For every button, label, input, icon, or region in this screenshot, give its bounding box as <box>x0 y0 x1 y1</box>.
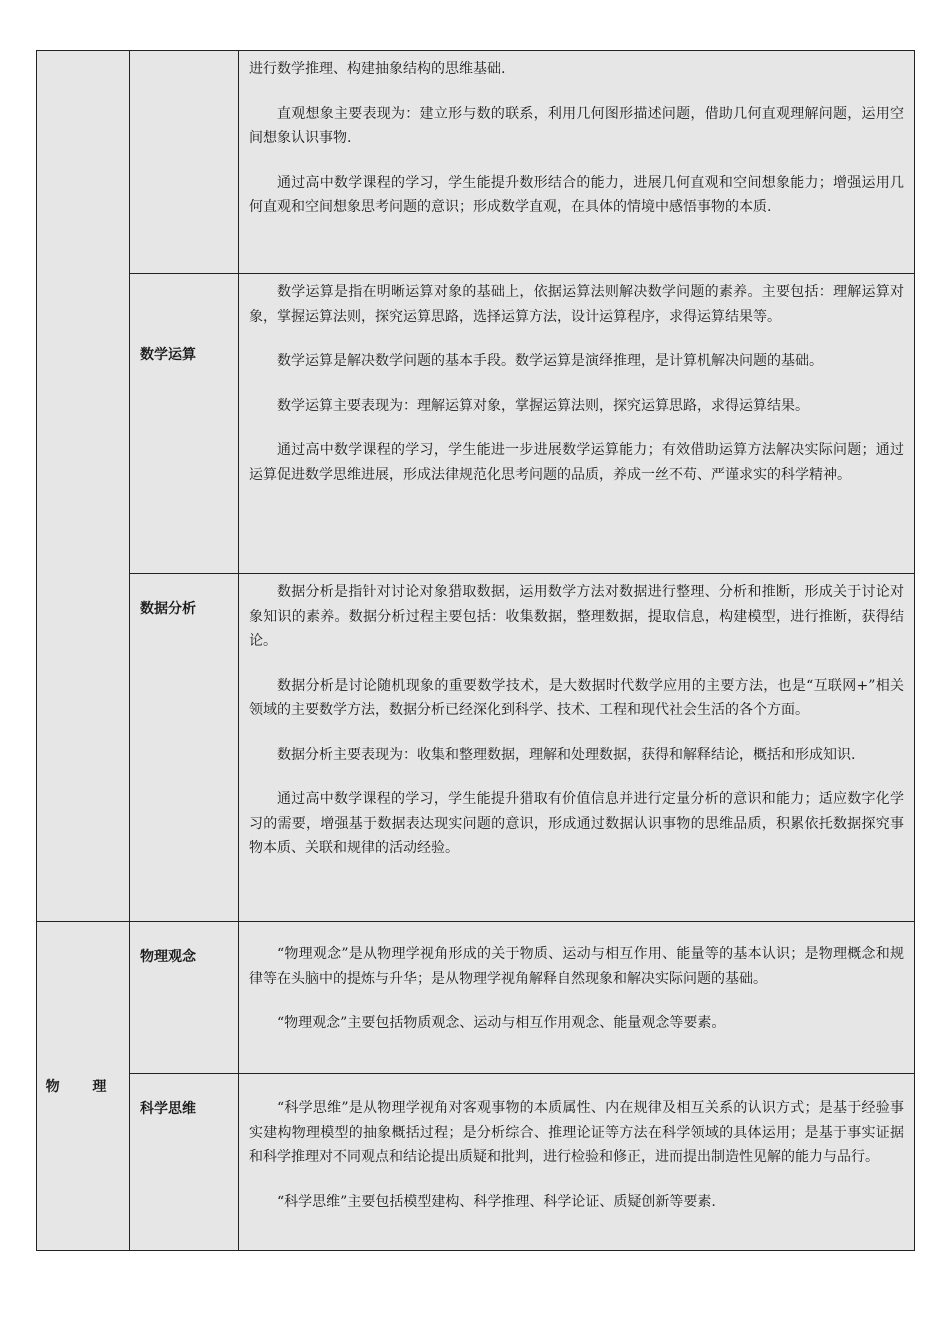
category-cell: 科学思维 <box>130 1074 239 1251</box>
category-cell <box>130 51 239 274</box>
paragraph: 直观想象主要表现为：建立形与数的联系，利用几何图形描述问题，借助几何直观理解问题，运用空间想象认识事物. <box>249 105 904 146</box>
table-row <box>37 51 915 274</box>
subject-cell <box>37 51 130 922</box>
paragraph: 数据分析是指针对讨论对象猎取数据，运用数学方法对数据进行整理、分析和推断，形成关于讨论对象知识的素养。数据分析过程主要包括：收集数据，整理数据，提取信息，构建模型，进行推断，获得结论。 <box>249 584 904 649</box>
table-row <box>37 922 915 1074</box>
table-row <box>37 274 915 574</box>
content-cell <box>239 51 915 274</box>
paragraph: 数据分析是讨论随机现象的重要数学技术，是大数据时代数学应用的主要方法，也是“互联网+”相关领域的主要数学方法，数据分析已经深化到科学、技术、工程和现代社会生活的各个方面。 <box>249 677 904 718</box>
paragraph: 数学运算主要表现为：理解运算对象，掌握运算法则，探究运算思路，求得运算结果。 <box>277 397 809 414</box>
category-cell: 数据分析 <box>130 574 239 922</box>
paragraph: “物理观念”主要包括物质观念、运动与相互作用观念、能量观念等要素。 <box>277 1015 726 1031</box>
paragraph: 进行数学推理、构建抽象结构的思维基础. <box>249 61 506 77</box>
table-row <box>37 574 915 922</box>
paragraph: “科学思维”主要包括模型建构、科学推理、科学论证、质疑创新等要素. <box>277 1193 716 1210</box>
table-row <box>37 1074 915 1251</box>
category-cell: 数学运算 <box>130 274 239 574</box>
paragraph: 数学运算是指在明晰运算对象的基础上，依据运算法则解决数学问题的素养。主要包括：理解运算对象，掌握运算法则，探究运算思路，选择运算方法，设计运算程序，求得运算结果等。 <box>249 284 904 325</box>
subject-cell: 物 理 <box>37 922 130 1251</box>
paragraph: 数据分析主要表现为：收集和整理数据，理解和处理数据，获得和解释结论，概括和形成知识. <box>277 746 856 763</box>
paragraph: 数学运算是解决数学问题的基本手段。数学运算是演绎推理，是计算机解决问题的基础。 <box>277 353 823 369</box>
content-cell <box>239 274 915 574</box>
literacy-table <box>36 50 915 1251</box>
category-cell: 物理观念 <box>130 922 239 1074</box>
paragraph: 通过高中数学课程的学习，学生能进一步进展数学运算能力；有效借助运算方法解决实际问题；通过运算促进数学思维进展，形成法律规范化思考问题的品质，养成一丝不苟、严谨求实的科学精神。 <box>249 442 904 483</box>
paragraph: 通过高中数学课程的学习，学生能提升猎取有价值信息并进行定量分析的意识和能力；适应数字化学习的需要，增强基于数据表达现实问题的意识，形成通过数据认识事物的思维品质，积累依托数据探究事物本质、关联和规律的活动经验。 <box>249 791 904 856</box>
paragraph: “科学思维”是从物理学视角对客观事物的本质属性、内在规律及相互关系的认识方式；是基于经验事实建构物理模型的抽象概括过程；是分析综合、推理论证等方法在科学领域的具体运用；是基于事实证据和科学推理对不同观点和结论提出质疑和批判，进行检验和修正，进而提出制造性见解的能力与品行。 <box>249 1100 904 1165</box>
content-cell <box>239 574 915 922</box>
paragraph: “物理观念”是从物理学视角形成的关于物质、运动与相互作用、能量等的基本认识；是物理概念和规律等在头脑中的提炼与升华；是从物理学视角解释自然现象和解决实际问题的基础。 <box>249 946 904 987</box>
content-cell <box>239 922 915 1074</box>
content-cell <box>239 1074 915 1251</box>
paragraph: 通过高中数学课程的学习，学生能提升数形结合的能力，进展几何直观和空间想象能力；增强运用几何直观和空间想象思考问题的意识；形成数学直观，在具体的情境中感悟事物的本质. <box>249 174 904 215</box>
